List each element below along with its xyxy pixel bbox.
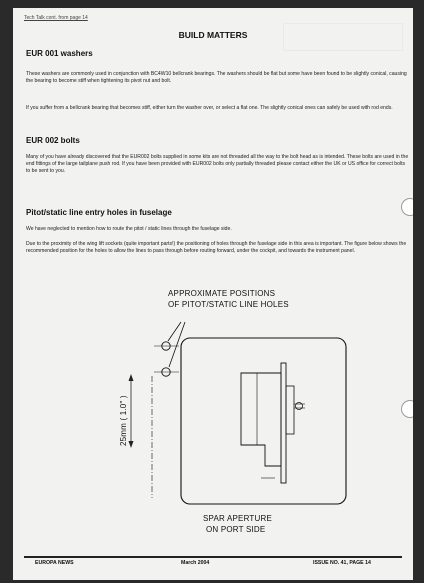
leader-line	[169, 322, 185, 367]
page-title: BUILD MATTERS	[178, 30, 248, 40]
footer-date: March 2004	[181, 560, 210, 566]
label-spar-aperture: SPAR APERTURE	[203, 514, 272, 523]
arrow-head-down	[129, 441, 134, 448]
paragraph: Due to the proximity of the wing lift sockets (quite important parts!) the positioning of holes through the fuselage side in this area is important. The figure below shows the recommended position for the holes to allow the lines to pass through before routing forward, under the cockpit, and towards the instrument panel.	[26, 241, 407, 254]
document-page	[13, 8, 413, 580]
label-hole-positions: APPROXIMATE POSITIONS	[168, 289, 276, 298]
bolt-head	[296, 403, 303, 410]
footer-rule	[24, 556, 402, 558]
footer-issue: ISSUE NO. 41, PAGE 14	[313, 560, 371, 566]
paragraph: These washers are commonly used in conjunction with BC4W10 bellcrank bearings. The washers should be flat but some have been found to be slightly conical, causing the bearing to become stiff when tightening its pivot nut and bolt.	[26, 71, 407, 84]
spar-aperture	[181, 338, 346, 504]
paragraph: Many of you have already discovered that the EUR002 bolts supplied in some kits are not threaded all the way to the bolt head as is intended. These bolts are used in the end fittings of the large tailplane push rod. If you have been provided with EUR002 bolts only partially threaded please contact either the UK or US office for correct bolts to be sent to you.	[26, 154, 409, 174]
heading-pitot-static: Pitot/static line entry holes in fuselage	[26, 208, 172, 217]
dimension-label: 25mm ( 1.0" )	[119, 395, 128, 446]
lift-socket-fitting	[241, 373, 281, 466]
heading-eur001: EUR 001 washers	[26, 49, 93, 58]
heading-eur002: EUR 002 bolts	[26, 136, 80, 145]
label-hole-positions: OF PITOT/STATIC LINE HOLES	[168, 300, 289, 309]
pitot-hole-diagram	[13, 8, 413, 580]
socket-plate	[281, 363, 286, 483]
continued-tag: Tech Talk cont. from page 14	[24, 15, 88, 21]
socket-bracket	[286, 386, 294, 434]
paragraph: If you suffer from a bellcrank bearing that becomes stiff, either turn the washer over, or select a flat one. The slightly conical ones can safely be used with rod ends.	[26, 105, 393, 111]
arrow-head-up	[129, 374, 134, 381]
paragraph: We have neglected to mention how to route the pitot / static lines through the fuselage side.	[26, 226, 232, 232]
footer-publication: EUROPA NEWS	[35, 560, 74, 566]
label-spar-aperture: ON PORT SIDE	[206, 525, 266, 534]
